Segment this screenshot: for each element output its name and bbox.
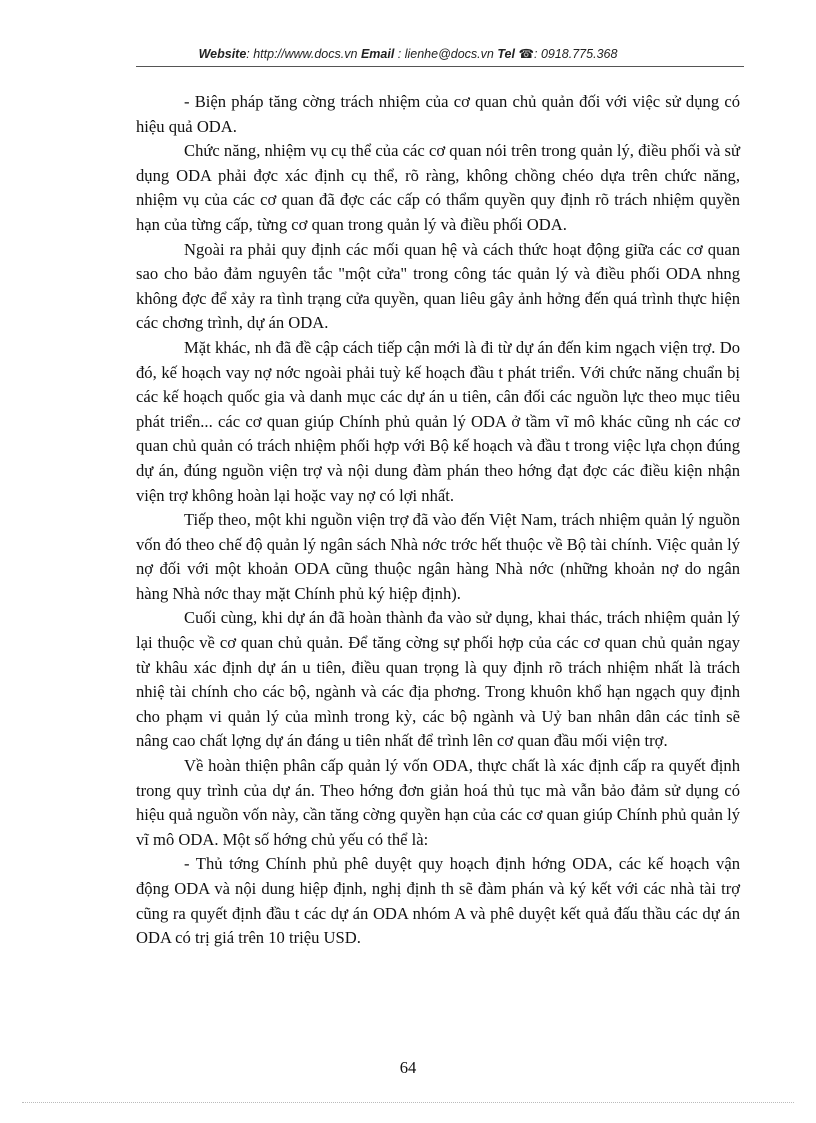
paragraph: Tiếp theo, một khi nguồn viện trợ đã vào đến Việt Nam, trách nhiệm quản lý nguồn vốn đó theo chế độ quản lý ngân sách Nhà nớc trớc hết thuộc về Bộ tài chính. Việc quản lý nợ đối với một khoản ODA cũng thuộc ngân hàng Nhà nớc (những khoản nợ do ngân hàng Nhà nớc thay mặt Chính phủ ký hiệp định).: [136, 510, 740, 603]
footer-rule: [22, 1102, 794, 1103]
website-label: Website: [198, 47, 247, 61]
paragraph: Chức năng, nhiệm vụ cụ thể của các cơ quan nói trên trong quản lý, điều phối và sử dụng ODA phải đợc xác định cụ thể, rõ ràng, không chồng chéo dựa trên chức năng, nhiệm vụ của các cơ quan đã đợc các cấp có thẩm quyền quy định rõ trách nhiệm quyền hạn của từng cấp, từng cơ quan trong quản lý và điều phối ODA.: [136, 141, 740, 234]
page-number: 64: [399, 1058, 417, 1077]
paragraph: - Thủ tớng Chính phủ phê duyệt quy hoạch định hớng ODA, các kế hoạch vận động ODA và nội dung hiệp định, nghị định th sẽ đàm phán và ký kết với các nhà tài trợ cũng ra quyết định đầu t các dự án ODA nhóm A và phê duyệt kết quả đấu thầu các dự án ODA có trị giá trên 10 triệu USD.: [136, 854, 740, 948]
paragraph: Mặt khác, nh đã đề cập cách tiếp cận mới là đi từ dự án đến kim ngạch viện trợ. Do đó, kế hoạch vay nợ nớc ngoài phải tuỳ kế hoạch đầu t phát triển. Với chức năng chuẩn bị các kế hoạch quốc gia và danh mục các dự án u tiên, cân đối các nguồn lực theo mục tiêu phát triển... các cơ quan giúp Chính phủ quản lý ODA ở tầm vĩ mô khác cũng nh các cơ quan chủ quản có trách nhiệm phối hợp với Bộ kế hoạch và đầu t trong việc lựa chọn đúng dự án, đúng nguồn viện trợ và nội dung đàm phán theo hớng đạt đợc các điều kiện nhận viện trợ không hoàn lại hoặc vay nợ có lợi nhất.: [136, 337, 740, 505]
paragraph: - Biện pháp tăng cờng trách nhiệm của cơ quan chủ quản đối với việc sử dụng có hiệu quả ODA.: [136, 92, 740, 136]
email-value: : lienhe@docs.vn: [397, 47, 494, 61]
website-value: : http://www.docs.vn: [246, 47, 358, 61]
paragraph: Về hoàn thiện phân cấp quản lý vốn ODA, thực chất là xác định cấp ra quyết định trong quy trình của dự án. Theo hớng đơn giản hoá thủ tục mà vẫn bảo đảm sử dụng có hiệu quả nguồn vốn này, cần tăng cờng quyền hạn của các cơ quan giúp Chính phủ quản lý vĩ mô ODA. Một số hớng chủ yếu có thể là:: [136, 756, 740, 849]
paragraph: Cuối cùng, khi dự án đã hoàn thành đa vào sử dụng, khai thác, trách nhiệm quản lý lại thuộc về cơ quan chủ quản. Để tăng cờng sự phối hợp của các cơ quan chủ quản ngay từ khâu xác định dự án u tiên, điều quan trọng là quy định rõ trách nhiệm nhất là trách nhiệ tài chính cho các bộ, ngành và các địa phơng. Trong khuôn khổ hạn ngạch quy định cho phạm vi quản lý của mình trong kỳ, các bộ ngành và Uỷ ban nhân dân các tỉnh sẽ nâng cao chất lợng dự án đáng u tiên nhất để trình lên cơ quan đầu mối viện trợ.: [136, 608, 740, 751]
tel-label: Tel: [497, 47, 515, 61]
tel-value: ☎: 0918.775.368: [518, 47, 618, 61]
paragraph: Ngoài ra phải quy định các mối quan hệ và cách thức hoạt động giữa các cơ quan sao cho bảo đảm nguyên tắc "một cửa" trong công tác quản lý và điều phối ODA nhng không đợc để xảy ra tình trạng cửa quyền, quan liêu gây ảnh hởng đến quá trình thực hiện các chơng trình, dự án ODA.: [136, 239, 740, 333]
email-label: Email: [360, 47, 395, 61]
header-rule: [136, 66, 744, 67]
page-header: [0, 46, 816, 61]
document-body: [136, 90, 740, 951]
